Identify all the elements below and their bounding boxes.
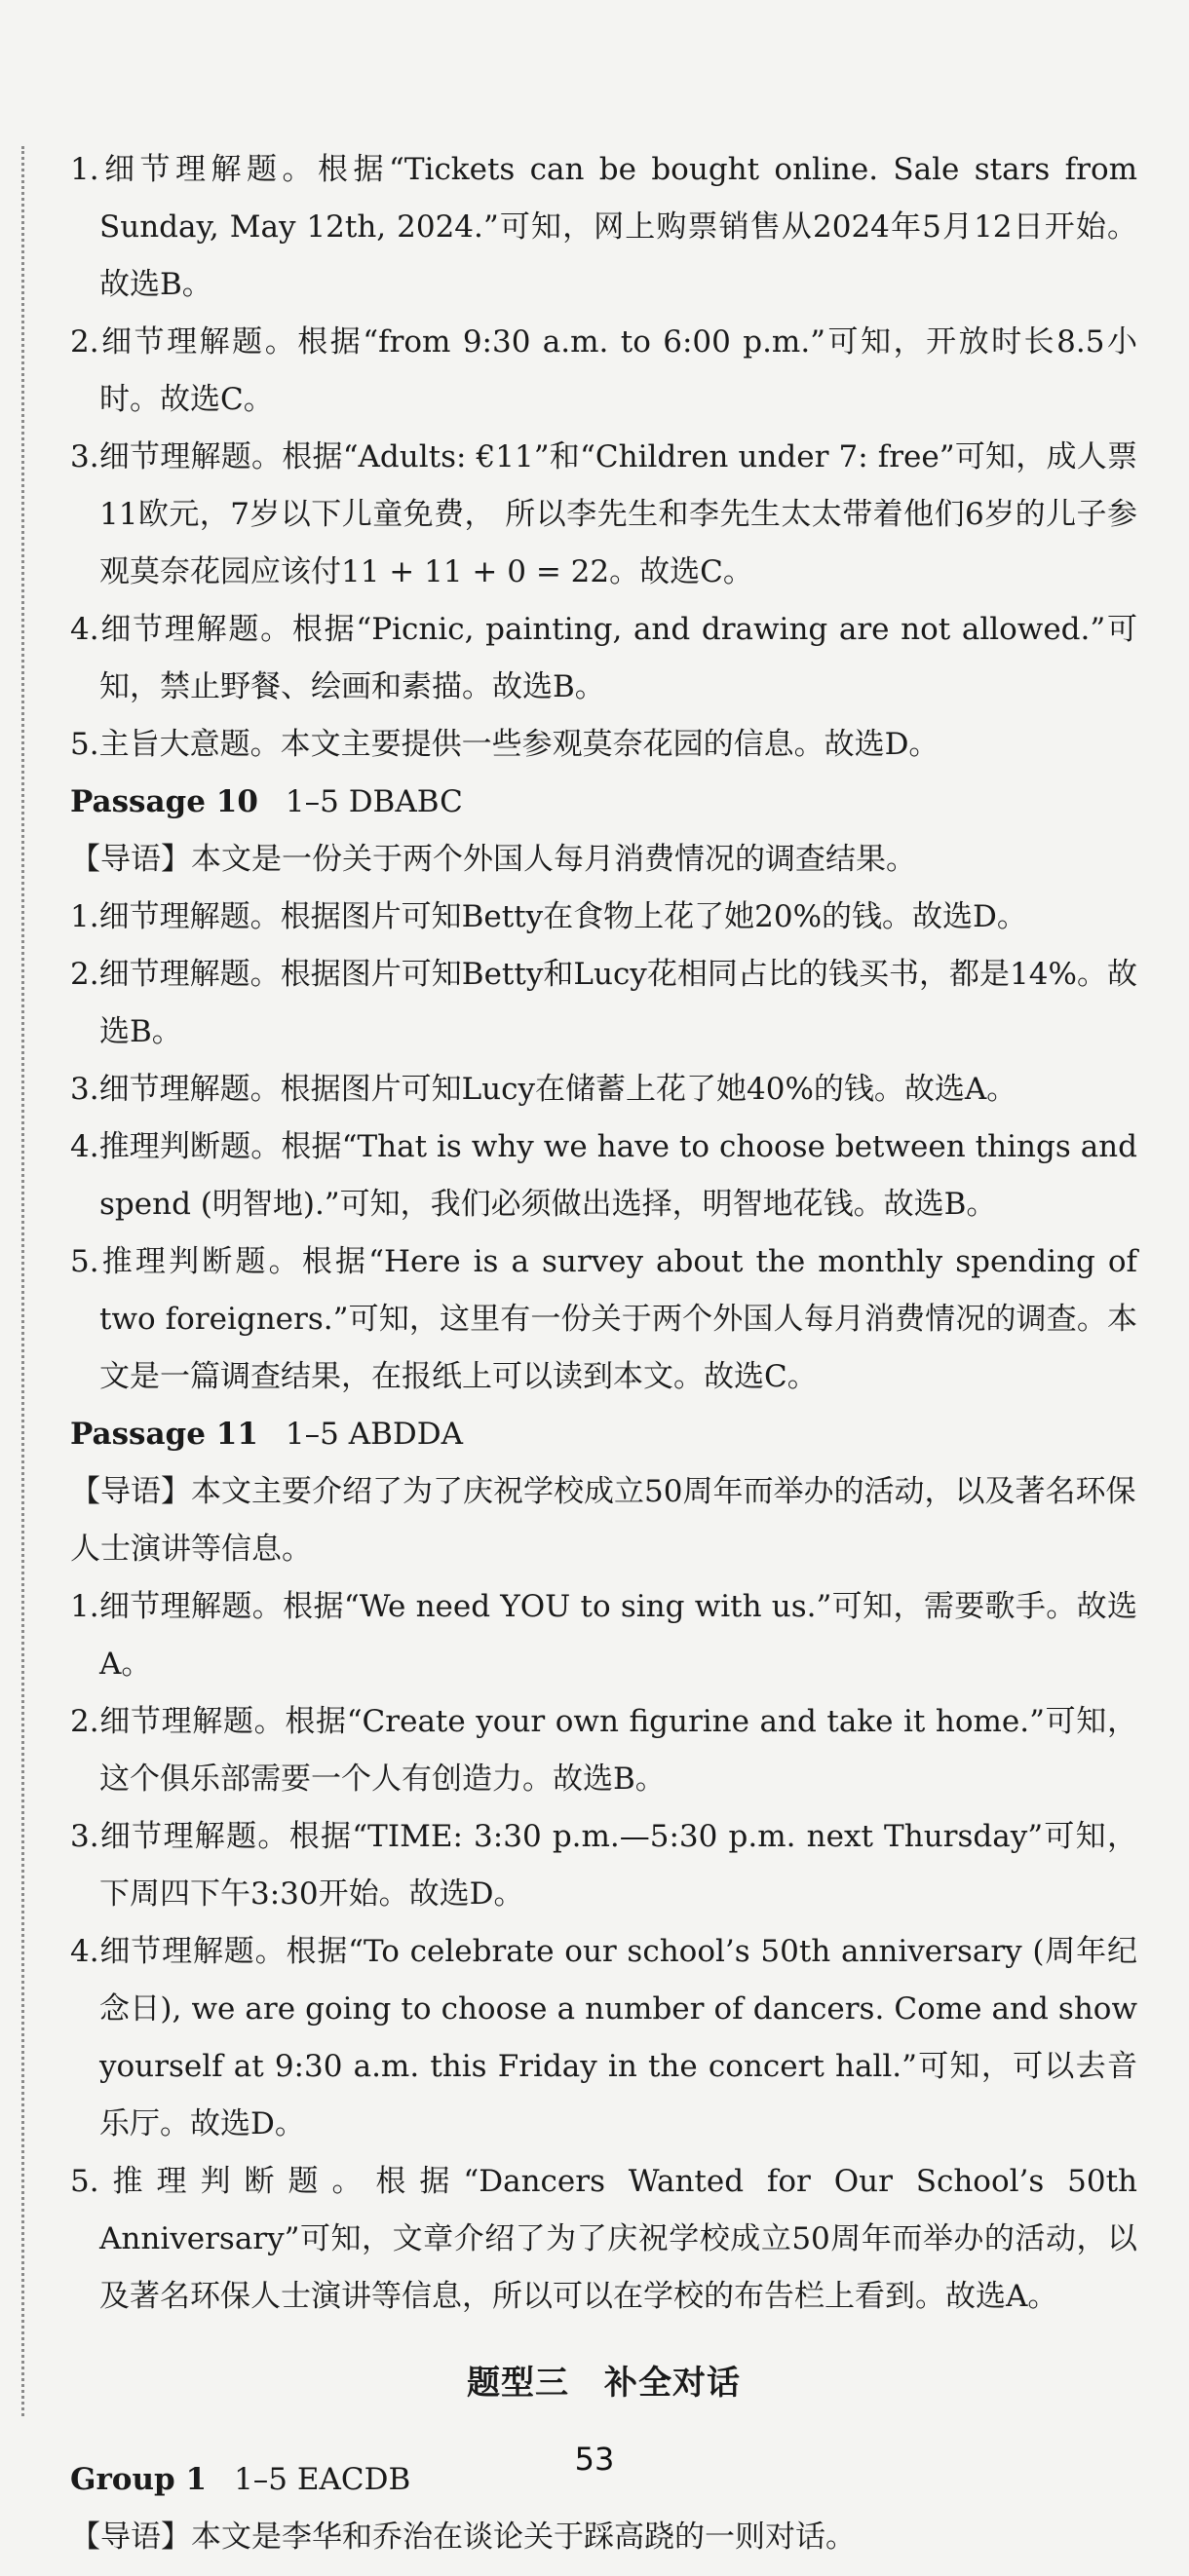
passage-10-heading [70, 774, 1137, 831]
margin-dotted-rule [21, 146, 24, 2416]
section-title: 题型三 补全对话 [467, 2364, 741, 2403]
guide-text: 【导语】本文是李华和乔治在谈论关于踩高跷的一则对话。 [70, 2519, 856, 2555]
list-item: 2.细节理解题。根据“from 9:30 a.m. to 6:00 p.m.”可知，开放时长8.5小时。故选C。 [70, 324, 1137, 417]
passage-title: Passage 10 [70, 784, 258, 819]
answer-content [70, 141, 1137, 2566]
list-item: 2.细节理解题。根据图片可知Betty和Lucy花相同占比的钱买书，都是14%。故选B。 [70, 957, 1137, 1049]
list-item: 4.细节理解题。根据“Picnic, painting, and drawing are not allowed.”可知，禁止野餐、绘画和素描。故选B。 [70, 612, 1137, 704]
passage-10-items [70, 889, 1137, 1406]
list-item: 1.细节理解题。根据图片可知Betty在食物上花了她20%的钱。故选D。 [70, 899, 1027, 934]
list-item: 5.推理判断题。根据“Dancers Wanted for Our School’s 50th Anniversary”可知，文章介绍了为了庆祝学校成立50周年而举办的活动，以及著名环保人士演讲等信息，所以可以在学校的布告栏上看到。故选A。 [70, 2164, 1137, 2314]
answer-key: 1–5 DBABC [285, 784, 463, 819]
passage-11-heading [70, 1406, 1137, 1463]
passage-9-items [70, 141, 1137, 774]
list-item: 3.细节理解题。根据“Adults: €11”和“Children under 7: free”可知，成人票11欧元，7岁以下儿童免费， 所以李先生和李先生太太带着他们6岁的儿子参观莫奈花园应该付11 + 11 + 0 = 22。故选C。 [70, 439, 1137, 589]
list-item: 2.细节理解题。根据“Create your own figurine and take it home.”可知，这个俱乐部需要一个人有创造力。故选B。 [70, 1704, 1137, 1797]
passage-title: Passage 11 [70, 1417, 258, 1452]
list-item: 5.推理判断题。根据“Here is a survey about the monthly spending of two foreigners.”可知，这里有一份关于两个外国人每月消费情况的调查。本文是一篇调查结果，在报纸上可以读到本文。故选C。 [70, 1244, 1137, 1394]
list-item: 5.主旨大意题。本文主要提供一些参观莫奈花园的信息。故选D。 [70, 727, 940, 762]
list-item: 3.细节理解题。根据图片可知Lucy在储蓄上花了她40%的钱。故选A。 [70, 1072, 1017, 1107]
passage-11-items [70, 1578, 1137, 2326]
guide-text: 【导语】本文主要介绍了为了庆祝学校成立50周年而举办的活动，以及著名环保人士演讲等信息。 [70, 1474, 1136, 1567]
page-number: 53 [574, 2441, 615, 2478]
guide-text: 【导语】本文是一份关于两个外国人每月消费情况的调查结果。 [70, 842, 916, 877]
list-item: 1.细节理解题。根据“Tickets can be bought online. Sale stars from Sunday, May 12th, 2024.”可知，网上购票销售从2024年5月12日开始。故选B。 [70, 152, 1137, 302]
list-item: 3.细节理解题。根据“TIME: 3:30 p.m.—5:30 p.m. next Thursday”可知，下周四下午3:30开始。故选D。 [70, 1819, 1137, 1912]
group-title: Group 1 [70, 2462, 208, 2497]
answer-key: 1–5 ABDDA [285, 1417, 463, 1452]
answer-key: 1–5 EACDB [234, 2462, 411, 2497]
list-item: 4.细节理解题。根据“To celebrate our school’s 50th anniversary (周年纪念日), we are going to choose a number of dancers. Come and show yourself at 9:30 a.m. this Friday in the concert hall.”可知，可以去音乐厅。故选D。 [70, 1934, 1137, 2141]
list-item: 4.推理判断题。根据“That is why we have to choose between things and spend (明智地).”可知，我们必须做出选择，明智地花钱。故选B。 [70, 1129, 1137, 1222]
list-item: 1.细节理解题。根据“We need YOU to sing with us.”可知，需要歌手。故选A。 [70, 1589, 1137, 1682]
